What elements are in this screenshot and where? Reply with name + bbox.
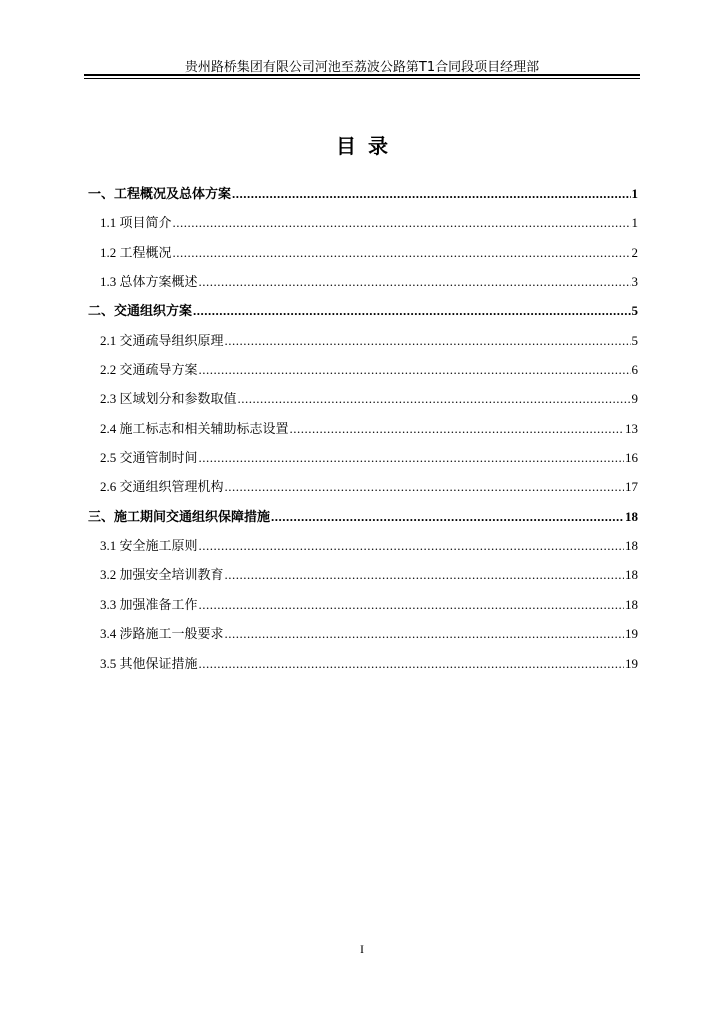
toc-leader-dots bbox=[232, 184, 630, 204]
toc-section-title: 工程概况 bbox=[119, 245, 172, 261]
toc-page-number: 16 bbox=[625, 450, 638, 466]
toc-section-label bbox=[100, 243, 172, 264]
toc-section-number: 2.3 bbox=[100, 391, 117, 407]
toc-leader-dots bbox=[173, 213, 631, 233]
toc-section-number: 2.4 bbox=[100, 420, 117, 436]
toc-section-number: 1.1 bbox=[100, 215, 117, 231]
toc-section-entry[interactable] bbox=[88, 331, 638, 360]
toc-leader-dots bbox=[238, 389, 631, 409]
header-rule-thin bbox=[84, 78, 640, 79]
toc-section-title: 安全施工原则 bbox=[119, 539, 198, 555]
toc-page-number: 18 bbox=[625, 538, 638, 554]
toc-section-number: 2.6 bbox=[100, 479, 117, 495]
toc-page-number: 1 bbox=[631, 186, 638, 201]
toc-section-number: 3.1 bbox=[100, 538, 117, 554]
toc-leader-dots bbox=[199, 654, 624, 674]
toc-section-number: 1.3 bbox=[100, 274, 117, 290]
toc-section-title: 加强准备工作 bbox=[119, 597, 198, 613]
toc-section-label bbox=[100, 272, 198, 293]
toc-section-entry[interactable] bbox=[88, 477, 638, 506]
toc-leader-dots bbox=[199, 360, 631, 380]
toc-leader-dots bbox=[225, 624, 624, 644]
toc-section-entry[interactable] bbox=[88, 243, 638, 272]
toc-section-label bbox=[100, 477, 224, 498]
toc-leader-dots bbox=[199, 272, 631, 292]
toc-section-number: 3.4 bbox=[100, 626, 117, 642]
table-of-contents bbox=[88, 184, 638, 683]
toc-leader-dots bbox=[271, 507, 624, 527]
toc-section-entry[interactable] bbox=[88, 272, 638, 301]
toc-section-entry[interactable] bbox=[88, 419, 638, 448]
toc-section-entry[interactable] bbox=[88, 654, 638, 683]
toc-section-title: 交通疏导方案 bbox=[119, 363, 198, 379]
toc-section-title: 加强安全培训教育 bbox=[119, 568, 224, 584]
toc-chapter-entry[interactable] bbox=[88, 301, 638, 330]
toc-section-label bbox=[100, 360, 198, 381]
toc-leader-dots bbox=[225, 331, 631, 351]
toc-section-label bbox=[100, 624, 224, 645]
toc-section-number: 2.2 bbox=[100, 362, 117, 378]
toc-section-number: 3.3 bbox=[100, 596, 117, 612]
page-number: I bbox=[360, 942, 364, 956]
toc-page-number: 6 bbox=[631, 362, 638, 378]
toc-section-label bbox=[100, 331, 224, 352]
toc-page-number: 19 bbox=[625, 655, 638, 671]
toc-section-entry[interactable] bbox=[88, 213, 638, 242]
toc-page-number: 17 bbox=[625, 479, 638, 495]
toc-section-title: 交通管制时间 bbox=[119, 451, 198, 467]
toc-section-title: 涉路施工一般要求 bbox=[119, 627, 224, 643]
toc-page-number: 5 bbox=[631, 303, 638, 319]
toc-title: 目录 bbox=[336, 134, 400, 158]
toc-page-number: 18 bbox=[625, 567, 638, 583]
toc-section-number: 2.1 bbox=[100, 332, 117, 348]
toc-leader-dots bbox=[193, 301, 630, 321]
toc-page-number: 9 bbox=[631, 391, 638, 407]
toc-leader-dots bbox=[225, 477, 624, 497]
toc-section-label bbox=[100, 595, 198, 616]
toc-leader-dots bbox=[225, 565, 624, 585]
toc-section-title: 交通组织管理机构 bbox=[119, 480, 224, 496]
toc-section-title: 施工标志和相关辅助标志设置 bbox=[119, 421, 289, 437]
toc-section-title: 交通疏导组织原理 bbox=[119, 333, 224, 349]
toc-section-number: 3.5 bbox=[100, 655, 117, 671]
toc-page-number: 1 bbox=[631, 215, 638, 231]
toc-section-number: 3.2 bbox=[100, 567, 117, 583]
toc-page-number: 18 bbox=[625, 596, 638, 612]
toc-section-entry[interactable] bbox=[88, 536, 638, 565]
toc-section-label bbox=[100, 419, 289, 440]
toc-chapter-title: 二、交通组织方案 bbox=[88, 304, 193, 320]
toc-page-number: 2 bbox=[631, 244, 638, 260]
toc-section-label bbox=[100, 565, 224, 586]
toc-section-number: 1.2 bbox=[100, 244, 117, 260]
toc-section-label bbox=[100, 389, 237, 410]
toc-page-number: 19 bbox=[625, 626, 638, 642]
toc-leader-dots bbox=[173, 243, 631, 263]
toc-section-entry[interactable] bbox=[88, 360, 638, 389]
toc-page-number: 18 bbox=[625, 508, 638, 524]
toc-section-number: 2.5 bbox=[100, 450, 117, 466]
toc-page-number: 5 bbox=[631, 332, 638, 348]
toc-section-title: 项目简介 bbox=[119, 216, 172, 232]
toc-section-entry[interactable] bbox=[88, 448, 638, 477]
toc-section-title: 区域划分和参数取值 bbox=[119, 392, 237, 408]
toc-section-entry[interactable] bbox=[88, 624, 638, 653]
toc-section-entry[interactable] bbox=[88, 595, 638, 624]
toc-leader-dots bbox=[290, 419, 624, 439]
toc-section-title: 其他保证措施 bbox=[119, 656, 198, 672]
toc-chapter-entry[interactable] bbox=[88, 507, 638, 536]
page-header: 贵州路桥集团有限公司河池至荔波公路第T1合同段项目经理部 bbox=[184, 60, 540, 75]
toc-section-entry[interactable] bbox=[88, 389, 638, 418]
toc-leader-dots bbox=[199, 536, 624, 556]
toc-section-title: 总体方案概述 bbox=[119, 275, 198, 291]
toc-section-label bbox=[100, 448, 198, 469]
toc-leader-dots bbox=[199, 595, 624, 615]
toc-chapter-entry[interactable] bbox=[88, 184, 638, 213]
toc-section-label bbox=[100, 213, 172, 234]
toc-chapter-title: 三、施工期间交通组织保障措施 bbox=[88, 509, 271, 525]
toc-page-number: 3 bbox=[631, 274, 638, 290]
toc-section-label bbox=[100, 654, 198, 675]
toc-section-label bbox=[100, 536, 198, 557]
header-rule-thick bbox=[84, 74, 640, 76]
toc-chapter-title: 一、工程概况及总体方案 bbox=[88, 187, 232, 202]
toc-leader-dots bbox=[199, 448, 624, 468]
toc-section-entry[interactable] bbox=[88, 565, 638, 594]
toc-page-number: 13 bbox=[625, 420, 638, 436]
